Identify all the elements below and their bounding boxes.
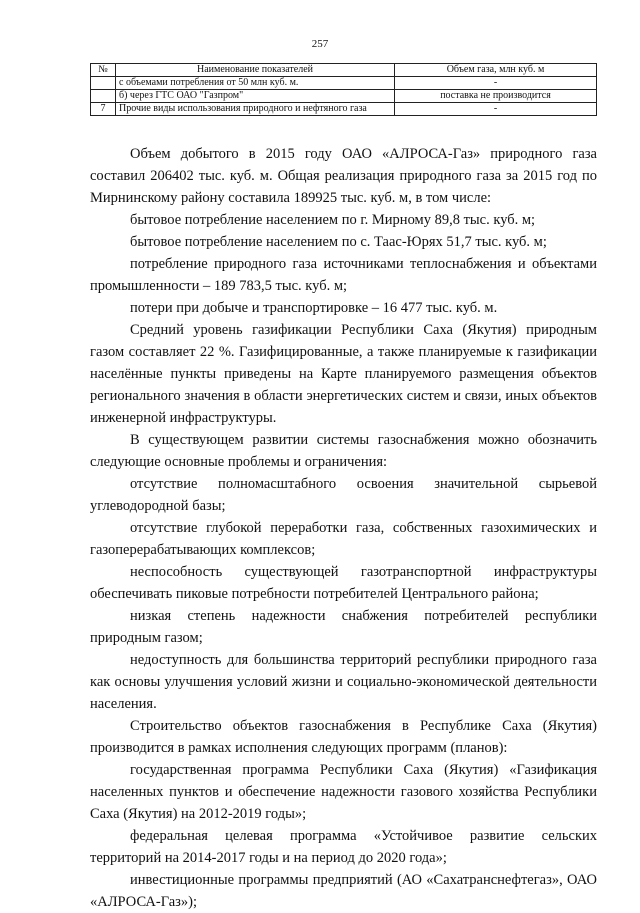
paragraph: отсутствие полномасштабного освоения значительной сырьевой углеводородной базы; — [90, 476, 597, 514]
paragraph: государственная программа Республики Саха (Якутия) «Газификация населенных пунктов и обеспечение надежности газового хозяйства Республики Саха (Якутия) на 2012-2019 годы»; — [90, 762, 597, 822]
table-row — [91, 90, 597, 103]
paragraph: потребление природного газа источниками теплоснабжения и объектами промышленности – 189 783,5 тыс. куб. м; — [90, 256, 597, 294]
gas-usage-table — [90, 63, 597, 116]
paragraph: В существующем развитии системы газоснабжения можно обозначить следующие основные проблемы и ограничения: — [90, 432, 597, 470]
header-gas-volume: Объем газа, млн куб. м — [395, 64, 597, 77]
paragraph: федеральная целевая программа «Устойчивое развитие сельских территорий на 2014-2017 годы и на период до 2020 года»; — [90, 828, 597, 866]
paragraph: бытовое потребление населением по г. Мирному 89,8 тыс. куб. м; — [130, 212, 536, 228]
row-value: - — [395, 103, 597, 116]
body-text — [90, 143, 597, 913]
paragraph: потери при добыче и транспортировке – 16 477 тыс. куб. м. — [130, 300, 498, 316]
page-number: 257 — [311, 38, 329, 50]
row-number — [91, 77, 116, 90]
paragraph: отсутствие глубокой переработки газа, собственных газохимических и газоперерабатывающих комплексов; — [90, 520, 597, 558]
paragraph: неспособность существующей газотранспортной инфраструктуры обеспечивать пиковые потребности потребителей Центрального района; — [90, 564, 597, 602]
row-name: с объемами потребления от 50 млн куб. м. — [116, 77, 395, 90]
paragraph: бытовое потребление населением по с. Таас-Юрях 51,7 тыс. куб. м; — [130, 234, 547, 250]
paragraph: низкая степень надежности снабжения потребителей республики природным газом; — [90, 608, 597, 646]
table-row — [91, 77, 597, 90]
row-value: - — [395, 77, 597, 90]
paragraph: недоступность для большинства территорий республики природного газа как основы улучшения условий жизни и социально-экономической деятельности населения. — [90, 652, 597, 712]
row-number: 7 — [91, 103, 116, 116]
paragraph: Средний уровень газификации Республики Саха (Якутия) природным газом составляет 22 %. Газифицированные, а также планируемые к газификации населённые пункты приведены на Карте планируемого размещения объектов регионального значения в области энергетических систем и связи, иных объектов инженерной инфраструктуры. — [90, 322, 597, 426]
table-header-row — [91, 64, 597, 77]
row-name: Прочие виды использования природного и нефтяного газа — [116, 103, 395, 116]
row-name: б) через ГТС ОАО "Газпром" — [116, 90, 395, 103]
paragraph: Строительство объектов газоснабжения в Республике Саха (Якутия) производится в рамках исполнения следующих программ (планов): — [90, 718, 597, 756]
row-number — [91, 90, 116, 103]
header-number: № — [91, 64, 116, 77]
table-row — [91, 103, 597, 116]
row-value: поставка не производится — [395, 90, 597, 103]
paragraph: инвестиционные программы предприятий (АО «Сахатранснефтегаз», ОАО «АЛРОСА-Газ»); — [90, 872, 597, 910]
paragraph: Объем добытого в 2015 году ОАО «АЛРОСА-Газ» природного газа составил 206402 тыс. куб. м. Общая реализация природного газа за 2015 год по Мирнинскому району составила 189925 тыс. куб. м, в том числе: — [90, 146, 597, 206]
header-indicator-name: Наименование показателей — [116, 64, 395, 77]
